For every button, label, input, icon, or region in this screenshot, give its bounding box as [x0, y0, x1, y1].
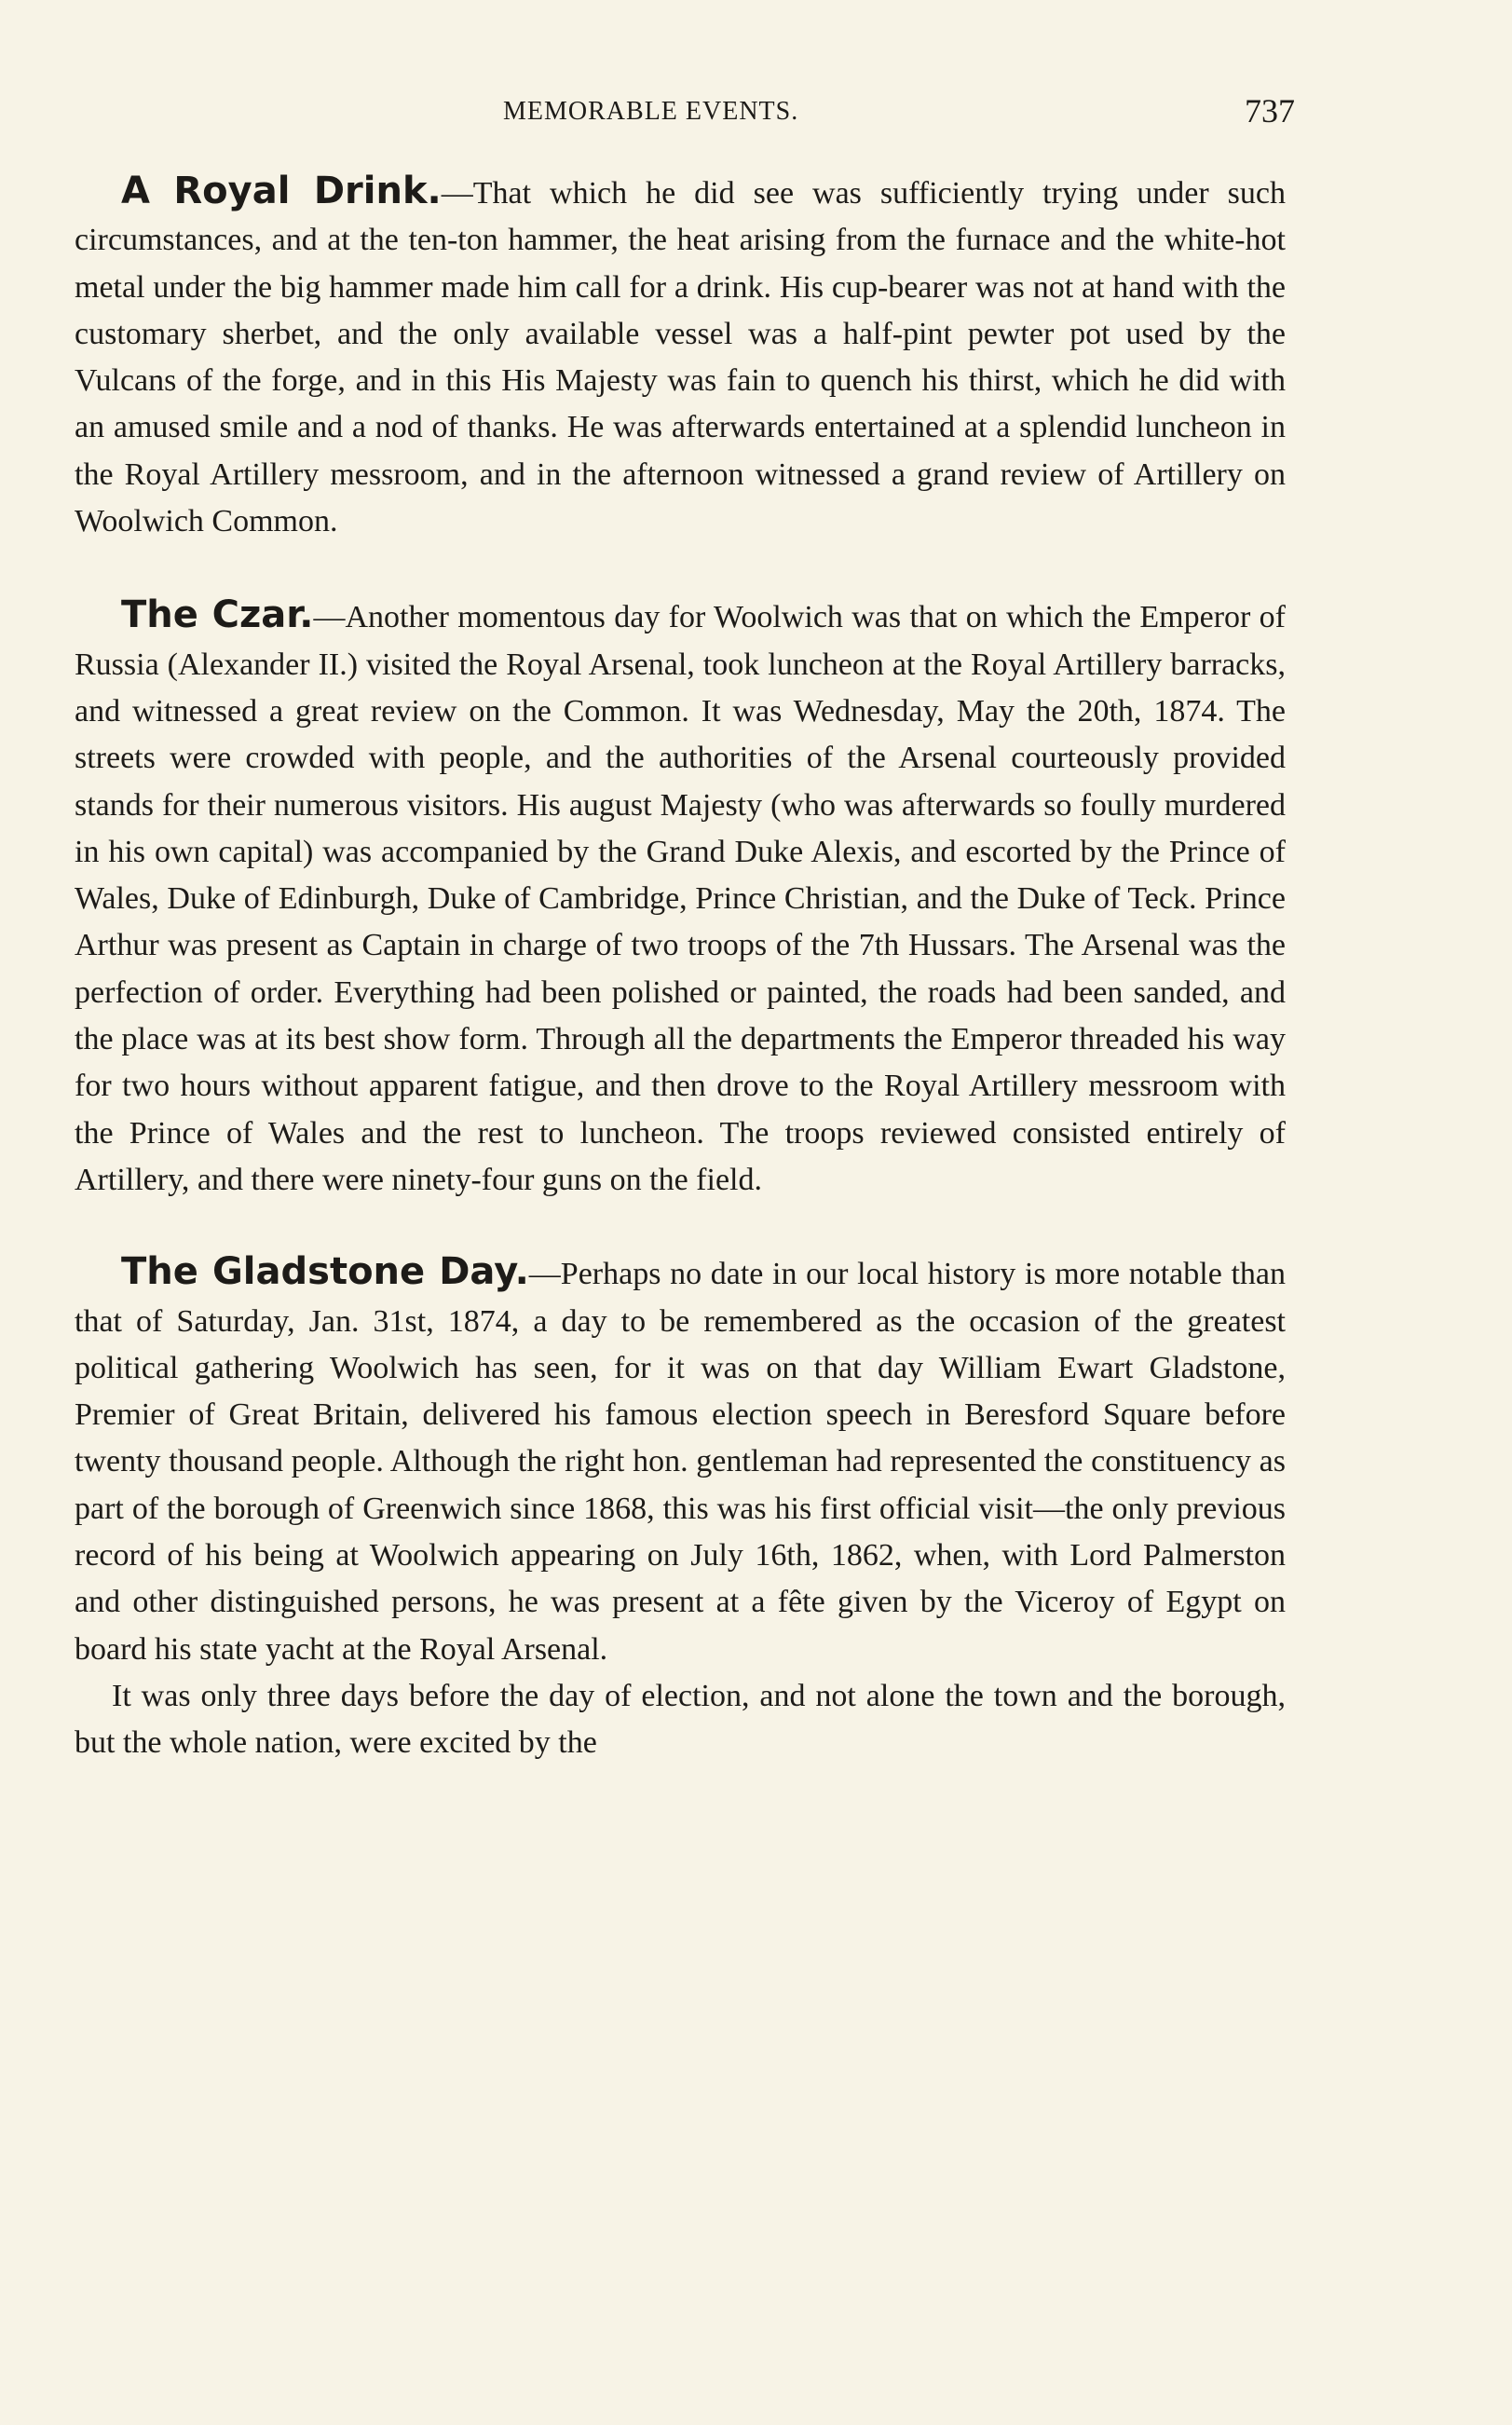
section-heading-gladstone-day: The Gladstone Day. [121, 1250, 529, 1294]
section-heading-royal-drink: A Royal Drink. [121, 170, 442, 212]
section-heading-czar: The Czar. [121, 593, 314, 637]
page-header [75, 91, 1295, 138]
body-text [75, 168, 1286, 1767]
paragraph-text: —That which he did see was sufficiently trying under such circumstances, and at the ten-ton hammer, the heat arising from the furnace and the white-hot metal under the big hammer made him call for a drink. His cup-bearer was not at hand with the customary sherbet, and the only available vessel was a half-pint pewter pot used by the Vulcans of the forge, and in this His Majesty was fain to quench his thirst, which he did with an amused smile and a nod of thanks. He was afterwards entertained at a splendid luncheon in the Royal Artillery messroom, and in the afternoon witnessed a grand review of Artillery on Woolwich Common. [75, 176, 1286, 539]
paragraph-gladstone-day [75, 1248, 1286, 1673]
running-title: MEMORABLE EVENTS. [503, 97, 799, 126]
paragraph-text: —Another momentous day for Woolwich was that on which the Emperor of Russia (Alexander II.) visited the Royal Arsenal, took luncheon at the Royal Artillery barracks, and witnessed a great review on the Common. It was Wednesday, May the 20th, 1874. The streets were crowded with people, and the authorities of the Arsenal courteously provided stands for their numerous visitors. His august Majesty (who was afterwards so foully murdered in his own capital) was accompanied by the Grand Duke Alexis, and escorted by the Prince of Wales, Duke of Edinburgh, Duke of Cambridge, Prince Christian, and the Duke of Teck. Prince Arthur was present as Captain in charge of two troops of the 7th Hussars. The Arsenal was the perfection of order. Everything had been polished or painted, the roads had been sanded, and the place was at its best show form. Through all the departments the Emperor threaded his way for two hours without apparent fatigue, and then drove to the Royal Artillery messroom with the Prince of Wales and the rest to luncheon. The troops reviewed consisted entirely of Artillery, and there were ninety-four guns on the field. [75, 600, 1286, 1197]
paragraph-continuation: It was only three days before the day of election, and not alone the town and the borough, but the whole nation, were excited by the [75, 1678, 1286, 1761]
paragraph-text: —Perhaps no date in our local history is more notable than that of Saturday, Jan. 31st, 1874, a day to be remembered as the occasion of the greatest political gathering Woolwich has seen, for it was on that day William Ewart Gladstone, Premier of Great Britain, delivered his famous election speech in Beresford Square before twenty thousand people. Although the right hon. gentleman had represented the constituency as part of the borough of Greenwich since 1868, this was his first official visit—the only previous record of his being at Woolwich appearing on July 16th, 1862, when, with Lord Palmerston and other distinguished persons, he was present at a fête given by the Viceroy of Egypt on board his state yacht at the Royal Arsenal. [75, 1257, 1286, 1667]
paragraph-royal-drink [75, 168, 1286, 545]
paragraph-czar [75, 592, 1286, 1204]
page-number: 737 [1245, 92, 1295, 129]
